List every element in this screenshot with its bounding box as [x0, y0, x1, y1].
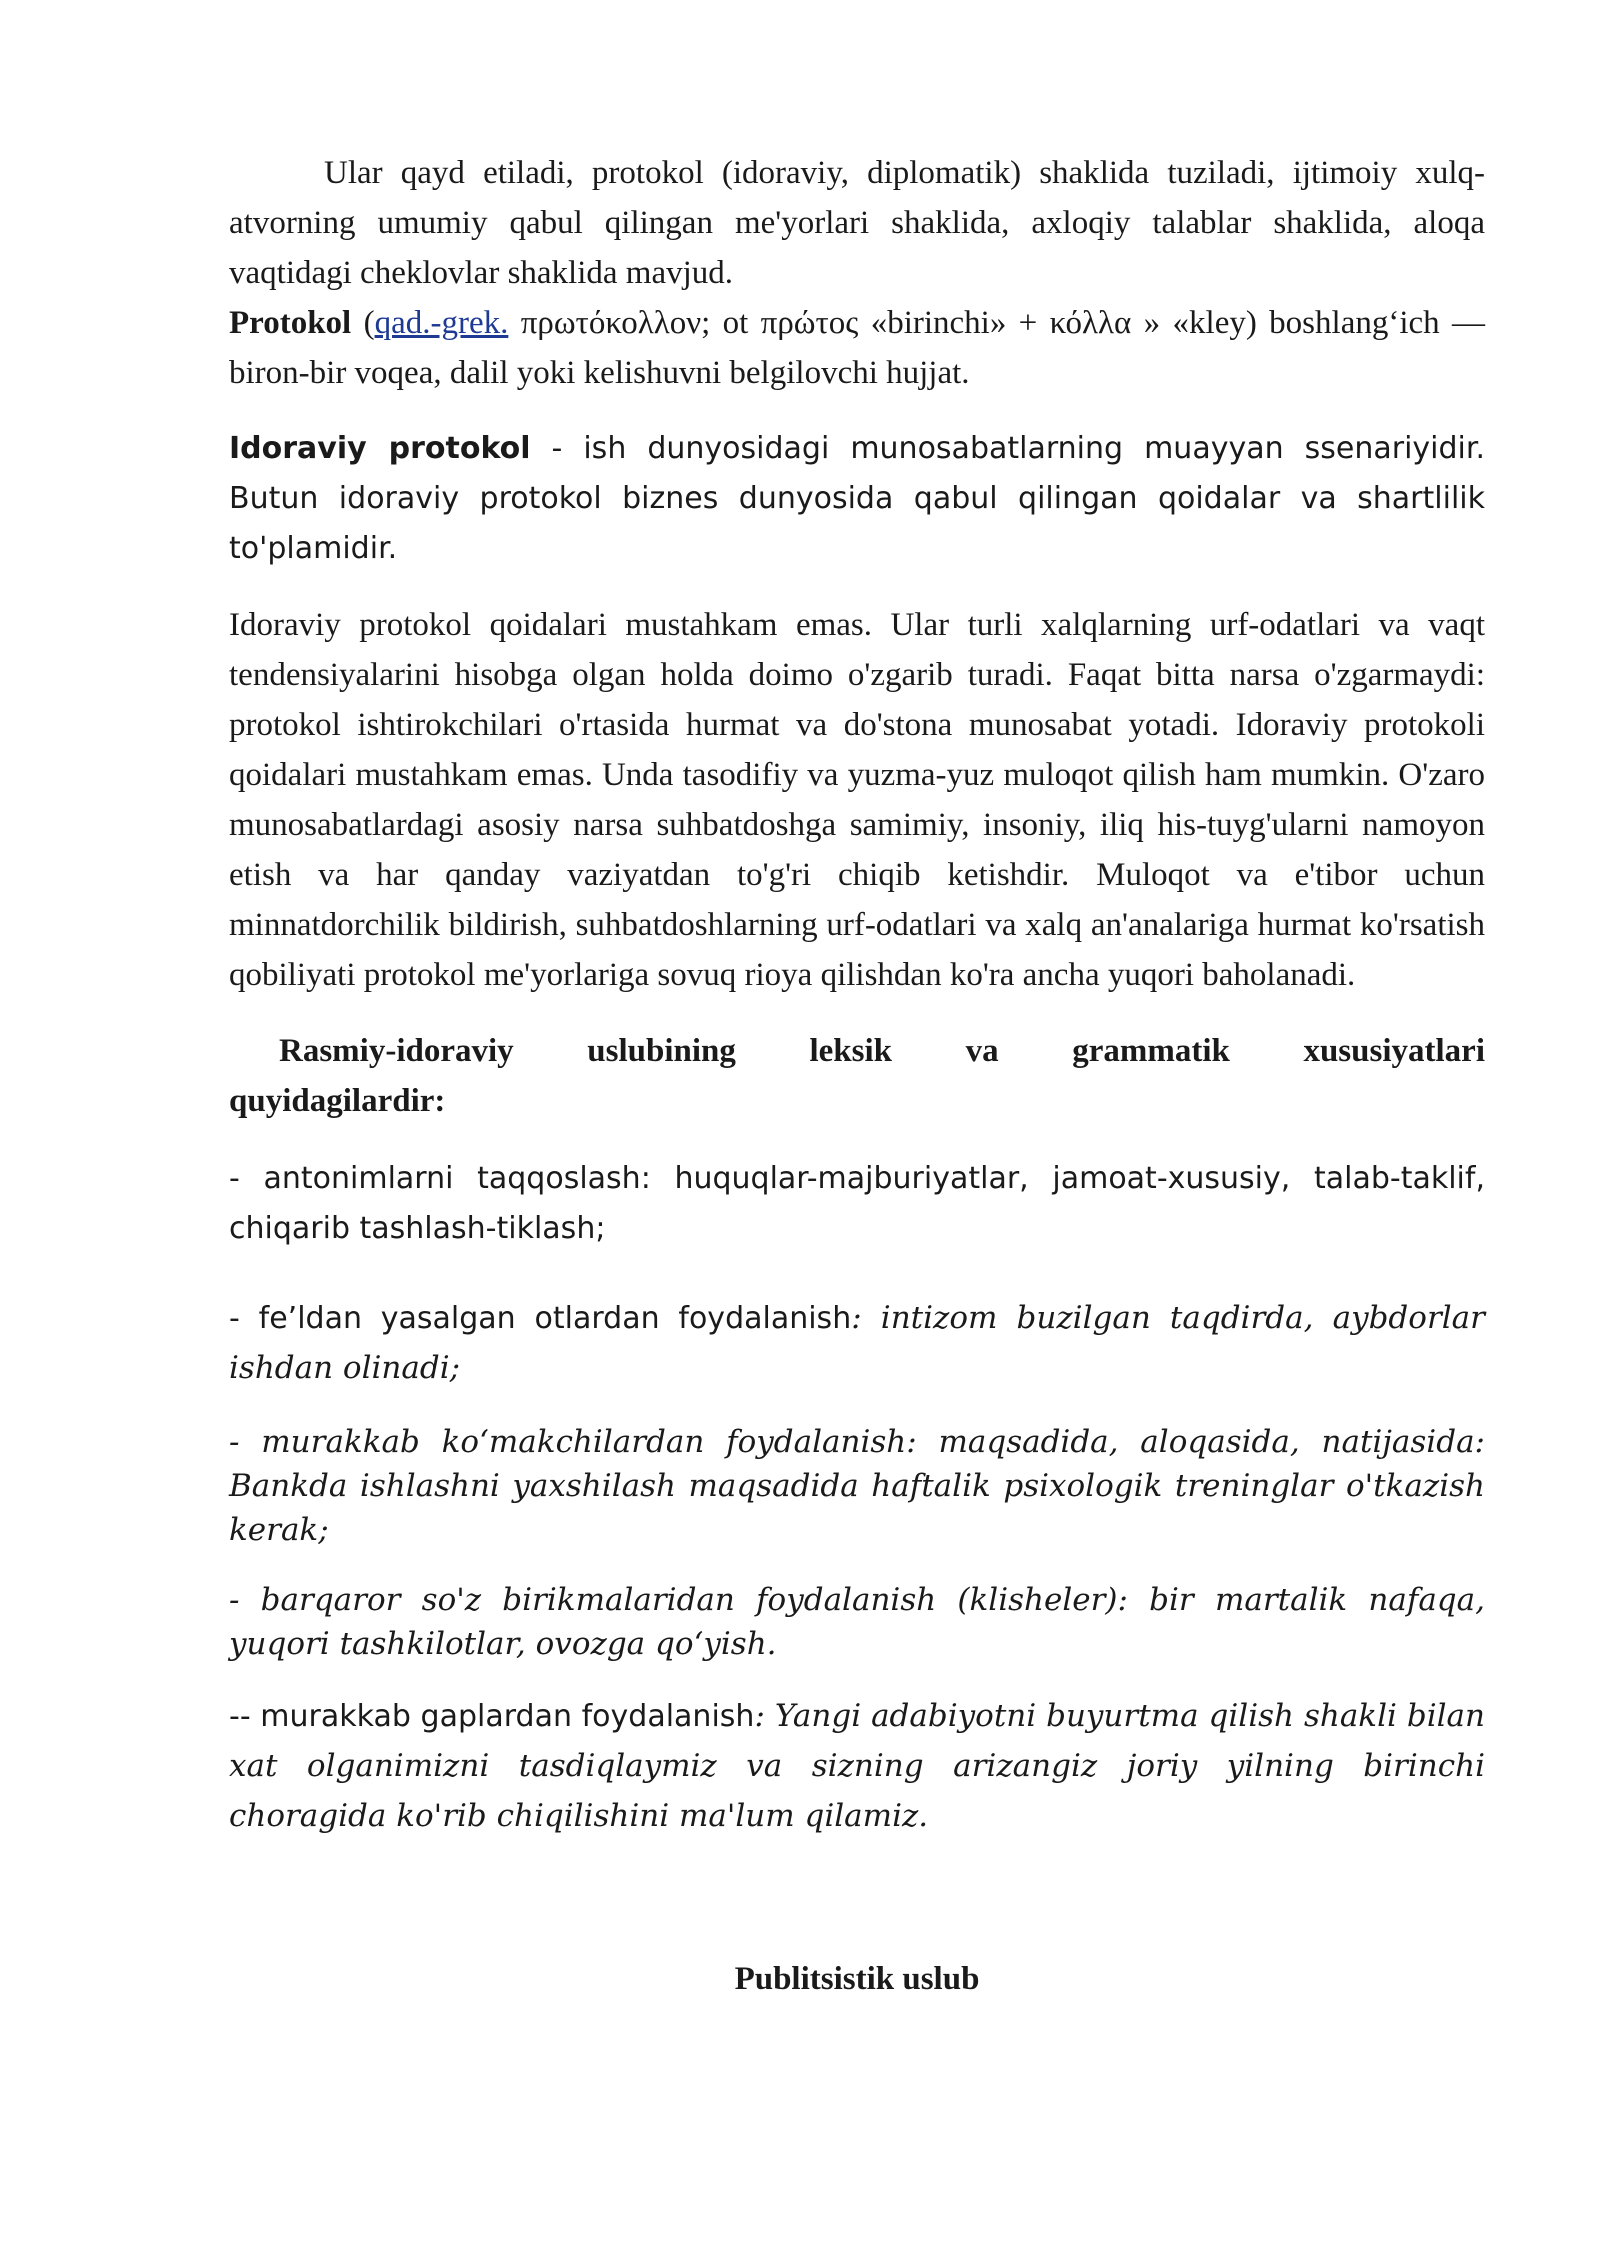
- list-item-antonyms: - antonimlarni taqqoslash: huquqlar-majburiyatlar, jamoat-xususiy, talab-taklif, chiqarib tashlash-tiklash;: [229, 1161, 1485, 1246]
- link-qad-grek[interactable]: qad.-grek.: [374, 305, 509, 341]
- complex-sentences-label: -- murakkab gaplardan foydalanish: [229, 1699, 755, 1734]
- term-protokol: Protokol: [229, 305, 352, 341]
- document-page: [229, 148, 1485, 2004]
- list-item-fixed-phrases: - barqaror so'z birikmalaridan foydalanish (klisheler): bir martalik nafaqa, yuqori tashkilotlar, ovozga qo‘yish.: [229, 1582, 1485, 1662]
- list-item-compound-postpositions: - murakkab ko‘makchilardan foydalanish: maqsadida, aloqasida, natijasida: Bankda ishlashni yaxshilash maqsadida haftalik psixologik treninglar o'tkazish kerak;: [229, 1424, 1485, 1548]
- idoraviy-protokol-text: - ish dunyosidagi munosabatlarning muayyan ssenariyidir. Butun idoraviy protokol biznes dunyosida qabul qilingan qoidalar va shartlilik to'plamidir.: [229, 431, 1485, 566]
- complex-sentences-example: : Yangi adabiyotni buyurtma qilish shakli bilan xat olganimizni tasdiqlaymiz va sizning arizangiz joriy yilning birinchi choragida ko'rib chiqilishini ma'lum qilamiz.: [229, 1698, 1485, 1834]
- section-title-publitsistik: Publitsistik uslub: [734, 1961, 980, 1997]
- paragraph-idoraviy-protokol: [229, 424, 1485, 574]
- list-item-verbal-nouns: [229, 1294, 1485, 1394]
- paragraph-intro: Ular qayd etiladi, protokol (idoraviy, diplomatik) shaklida tuziladi, ijtimoiy xulq-atvorning umumiy qabul qilingan me'yorlari shaklida, axloqiy talablar shaklida, aloqa vaqtidagi cheklovlar shaklida mavjud.: [229, 155, 1485, 291]
- paragraph-protocol-rules: Idoraviy protokol qoidalari mustahkam emas. Ular turli xalqlarning urf-odatlari va vaqt tendensiyalarini hisobga olgan holda doimo o'zgarib turadi. Faqat bitta narsa o'zgarmaydi: protokol ishtirokchilari o'rtasida hurmat va do'stona munosabat yotadi. Idoraviy protokoli qoidalari mustahkam emas. Unda tasodifiy va yuzma-yuz muloqot qilish ham mumkin. O'zaro munosabatlardagi asosiy narsa suhbatdoshga samimiy, insoniy, iliq his-tuyg'ularni namoyon etish va har qanday vaziyatdan to'g'ri chiqib ketishdir. Muloqot va e'tibor uchun minnatdorchilik bildirish, suhbatdoshlarning urf-odatlari va xalq an'analariga hurmat ko'rsatish qobiliyati protokol me'yorlariga sovuq rioya qilishdan ko'ra ancha yuqori baholanadi.: [229, 607, 1485, 993]
- section-heading-line1: Rasmiy-idoraviy uslubining leksik va grammatik xususiyatlari: [279, 1033, 1485, 1069]
- definition-text: πρωτόκολλον; ot πρώτος «birinchi» + κόλλα » «kley) boshlang‘ich — biron-bir voqea, dalil yoki kelishuvni belgilovchi hujjat.: [229, 305, 1485, 391]
- verbal-nouns-example: : intizom buzilgan taqdirda, aybdorlar ishdan olinadi;: [229, 1300, 1485, 1386]
- section-heading-line2: quyidagilardir:: [229, 1083, 446, 1119]
- paragraph-protokol-definition: [229, 298, 1485, 398]
- paren-open: (: [351, 305, 375, 341]
- verbal-nouns-label: - fe’ldan yasalgan otlardan foydalanish: [229, 1301, 852, 1336]
- list-item-complex-sentences: [229, 1692, 1485, 1842]
- term-idoraviy-protokol: Idoraviy protokol: [229, 431, 531, 466]
